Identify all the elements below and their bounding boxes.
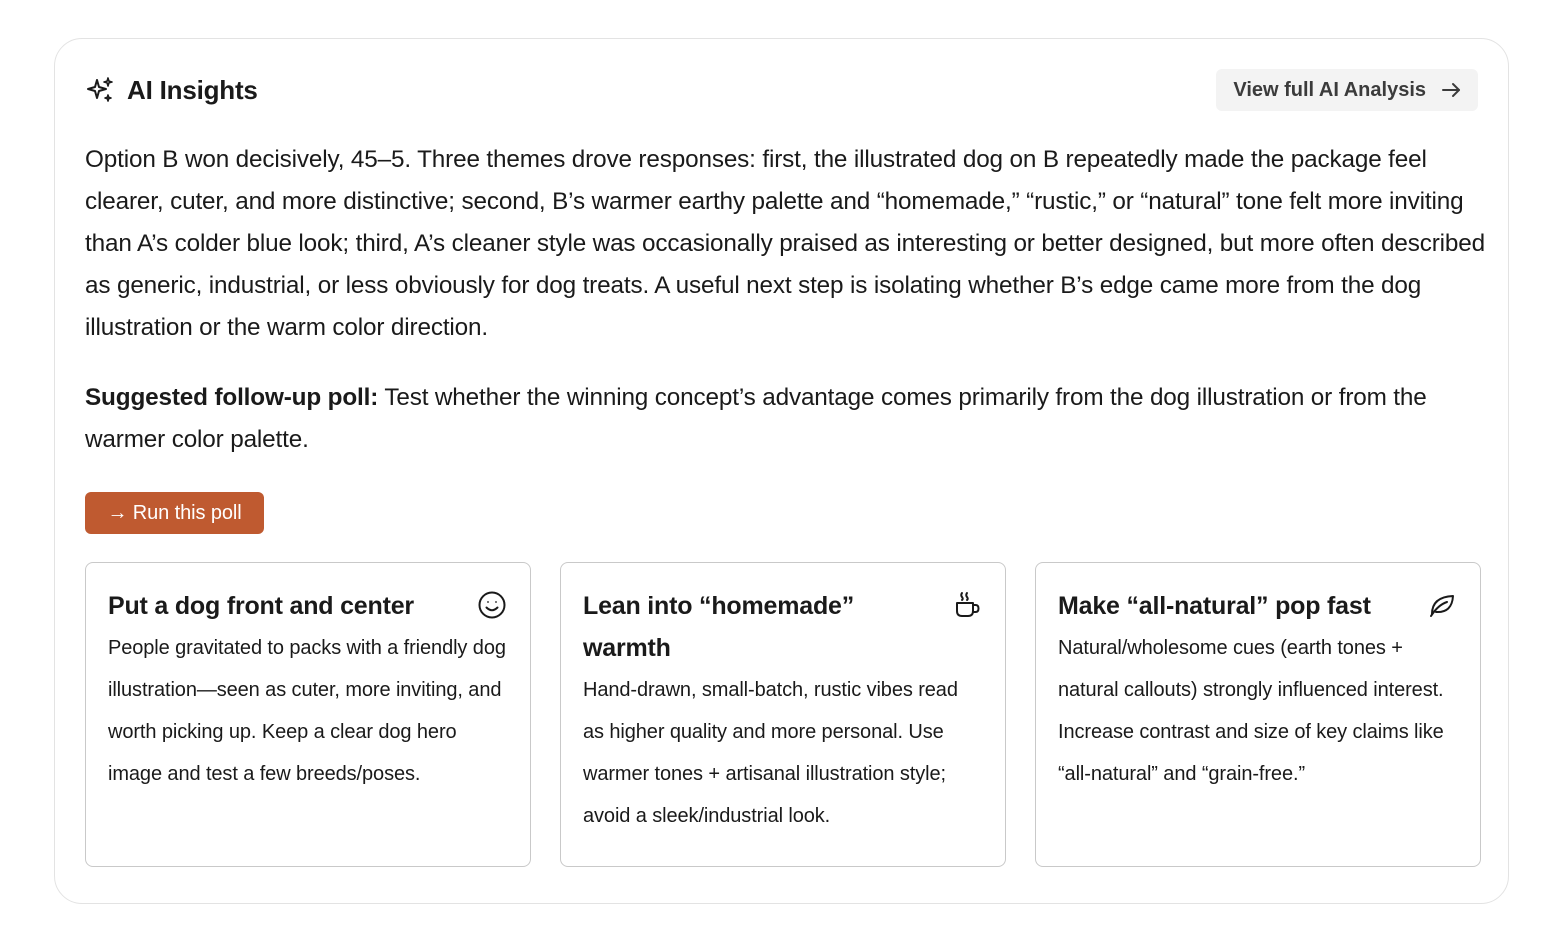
smiley-face-icon	[476, 589, 508, 621]
suggested-followup	[85, 377, 1485, 461]
view-full-analysis-label: View full AI Analysis	[1233, 78, 1426, 101]
tip-title: Make “all-natural” pop fast	[1058, 592, 1371, 620]
tip-body: Natural/wholesome cues (earth tones + natural callouts) strongly influenced interest. Increase contrast and size of key claims like “all-natural” and “grain-free.”	[1058, 637, 1444, 785]
tip-header	[108, 585, 508, 627]
followup-text: Test whether the winning concept’s advantage comes primarily from the dog illustration or from the warmer color palette.	[85, 384, 1427, 453]
coffee-cup-icon	[951, 589, 983, 621]
sparkles-icon	[85, 75, 115, 105]
tip-card	[1035, 562, 1481, 867]
title-group	[85, 75, 258, 106]
run-poll-button[interactable]: → Run this poll	[85, 492, 264, 534]
insights-summary: Option B won decisively, 45–5. Three themes drove responses: first, the illustrated dog on B repeatedly made the package feel clearer, cuter, and more distinctive; second, B’s warmer earthy palette and “homemade,” “rustic,” or “natural” tone felt more inviting than A’s colder blue look; third, A’s cleaner style was occasionally praised as interesting or better designed, but more often described as generic, industrial, or less obviously for dog treats. A useful next step is isolating whether B’s edge came more from the dog illustration or the warm color direction.	[85, 146, 1485, 341]
tip-title: Lean into “homemade” warmth	[583, 592, 855, 662]
view-full-analysis-button[interactable]	[1216, 69, 1478, 111]
insights-header	[85, 69, 1478, 111]
ai-insights-card	[54, 38, 1509, 904]
followup-label: Suggested follow-up poll:	[85, 384, 379, 411]
tip-header	[1058, 585, 1458, 627]
tip-card	[560, 562, 1006, 867]
page-title: AI Insights	[127, 74, 258, 105]
tip-body: Hand-drawn, small-batch, rustic vibes read as higher quality and more personal. Use warmer tones + artisanal illustration style; avoid a sleek/industrial look.	[583, 679, 958, 827]
arrow-right-icon	[1440, 79, 1462, 101]
leaf-icon	[1426, 589, 1458, 621]
tip-header	[583, 585, 983, 669]
tip-title: Put a dog front and center	[108, 592, 414, 620]
tip-card	[85, 562, 531, 867]
tips-row	[85, 562, 1481, 867]
tip-body: People gravitated to packs with a friendly dog illustration—seen as cuter, more inviting, and worth picking up. Keep a clear dog hero image and test a few breeds/poses.	[108, 637, 506, 785]
